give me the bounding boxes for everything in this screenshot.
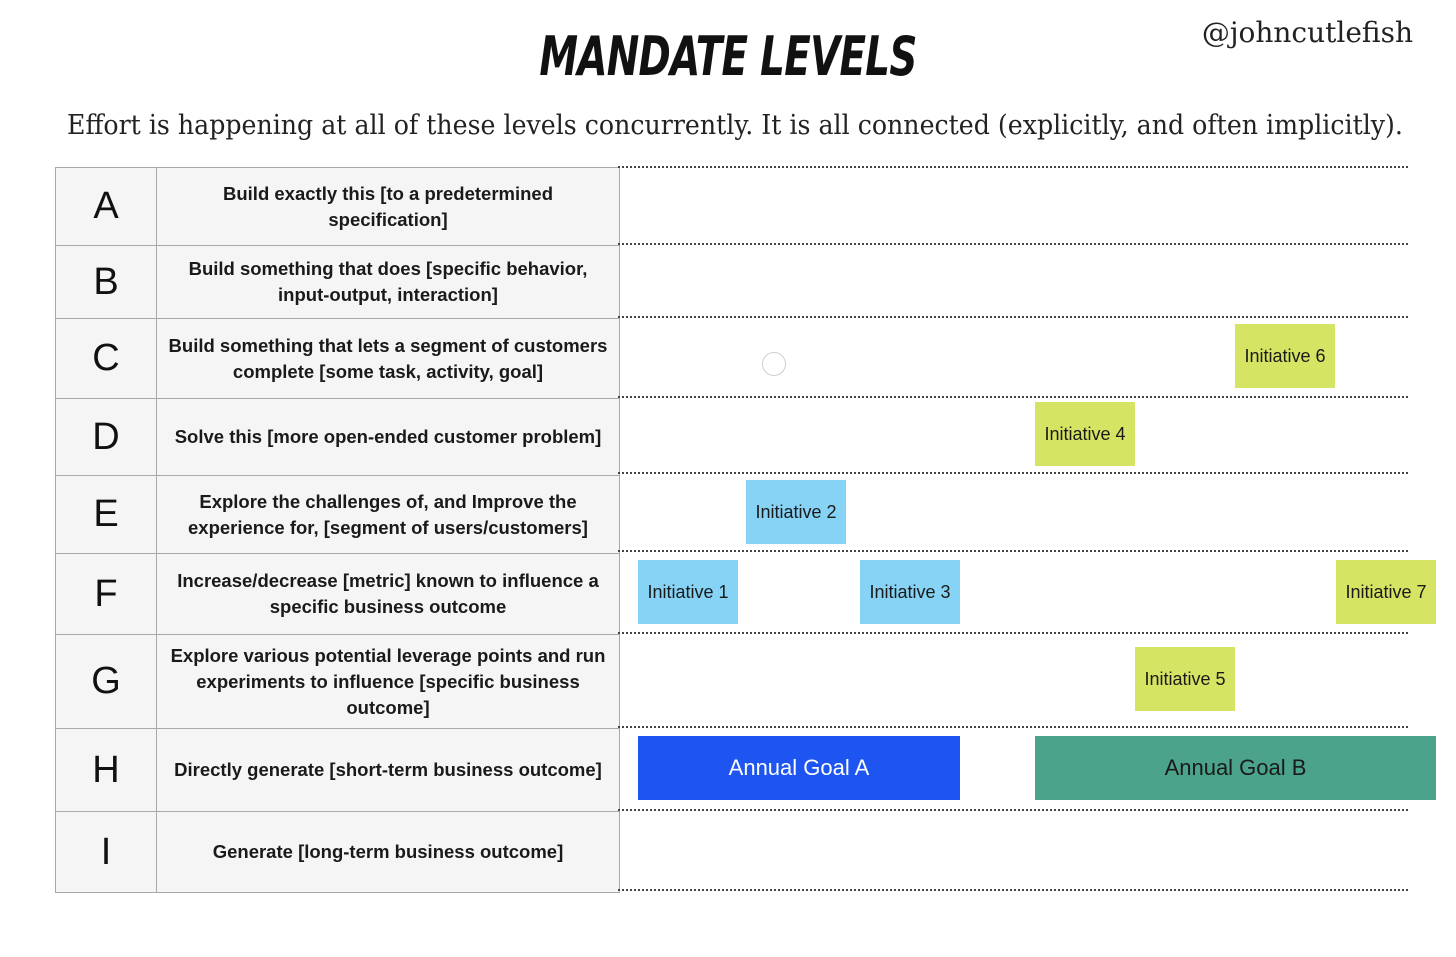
level-description: Build something that does [specific behavior, input-output, interaction] [157,246,619,318]
annual-goal-card[interactable]: Annual Goal A [638,736,960,800]
initiative-card[interactable]: Initiative 1 [638,560,738,624]
circle-marker [762,352,786,376]
level-description: Explore the challenges of, and Improve the experience for, [segment of users/customers] [157,476,619,553]
level-description: Directly generate [short-term business outcome] [157,729,619,811]
level-row-e [56,475,619,553]
lane-divider [618,550,1408,552]
level-row-b [56,245,619,318]
level-description: Build exactly this [to a predetermined specification] [157,168,619,245]
diagram-subtitle: Effort is happening at all of these levels concurrently. It is all connected (explicitly, and often implicitly). [67,110,1403,141]
level-row-i [56,811,619,892]
level-description: Increase/decrease [metric] known to influence a specific business outcome [157,554,619,634]
level-letter: A [56,168,157,245]
diagram-title: MANDATE LEVELS [539,25,917,88]
lane-divider [618,809,1408,811]
level-row-d [56,398,619,475]
level-row-f [56,553,619,634]
lane-divider [618,243,1408,245]
lane-divider [618,889,1408,891]
level-description: Explore various potential leverage points and run experiments to influence [specific business outcome] [157,635,619,728]
lane-divider [618,396,1408,398]
level-row-a [56,168,619,245]
lane-divider [618,166,1408,168]
level-description: Build something that lets a segment of customers complete [some task, activity, goal] [157,319,619,398]
initiative-card[interactable]: Initiative 6 [1235,324,1335,388]
level-letter: I [56,812,157,892]
level-letter: D [56,399,157,475]
level-letter: F [56,554,157,634]
level-letter: H [56,729,157,811]
initiative-card[interactable]: Initiative 5 [1135,647,1235,711]
level-description: Solve this [more open-ended customer problem] [157,399,619,475]
level-row-h [56,728,619,811]
lane-divider [618,472,1408,474]
level-row-g [56,634,619,728]
lane-divider [618,632,1408,634]
level-letter: B [56,246,157,318]
level-letter: G [56,635,157,728]
author-handle: @johncutlefish [1201,16,1413,49]
lane-divider [618,726,1408,728]
level-letter: C [56,319,157,398]
level-row-c [56,318,619,398]
lane-divider [618,316,1408,318]
initiative-card[interactable]: Initiative 4 [1035,402,1135,466]
initiative-card[interactable]: Initiative 3 [860,560,960,624]
initiative-card[interactable]: Initiative 7 [1336,560,1436,624]
level-description: Generate [long-term business outcome] [157,812,619,892]
annual-goal-card[interactable]: Annual Goal B [1035,736,1436,800]
mandate-levels-table [55,167,620,893]
level-letter: E [56,476,157,553]
initiative-card[interactable]: Initiative 2 [746,480,846,544]
